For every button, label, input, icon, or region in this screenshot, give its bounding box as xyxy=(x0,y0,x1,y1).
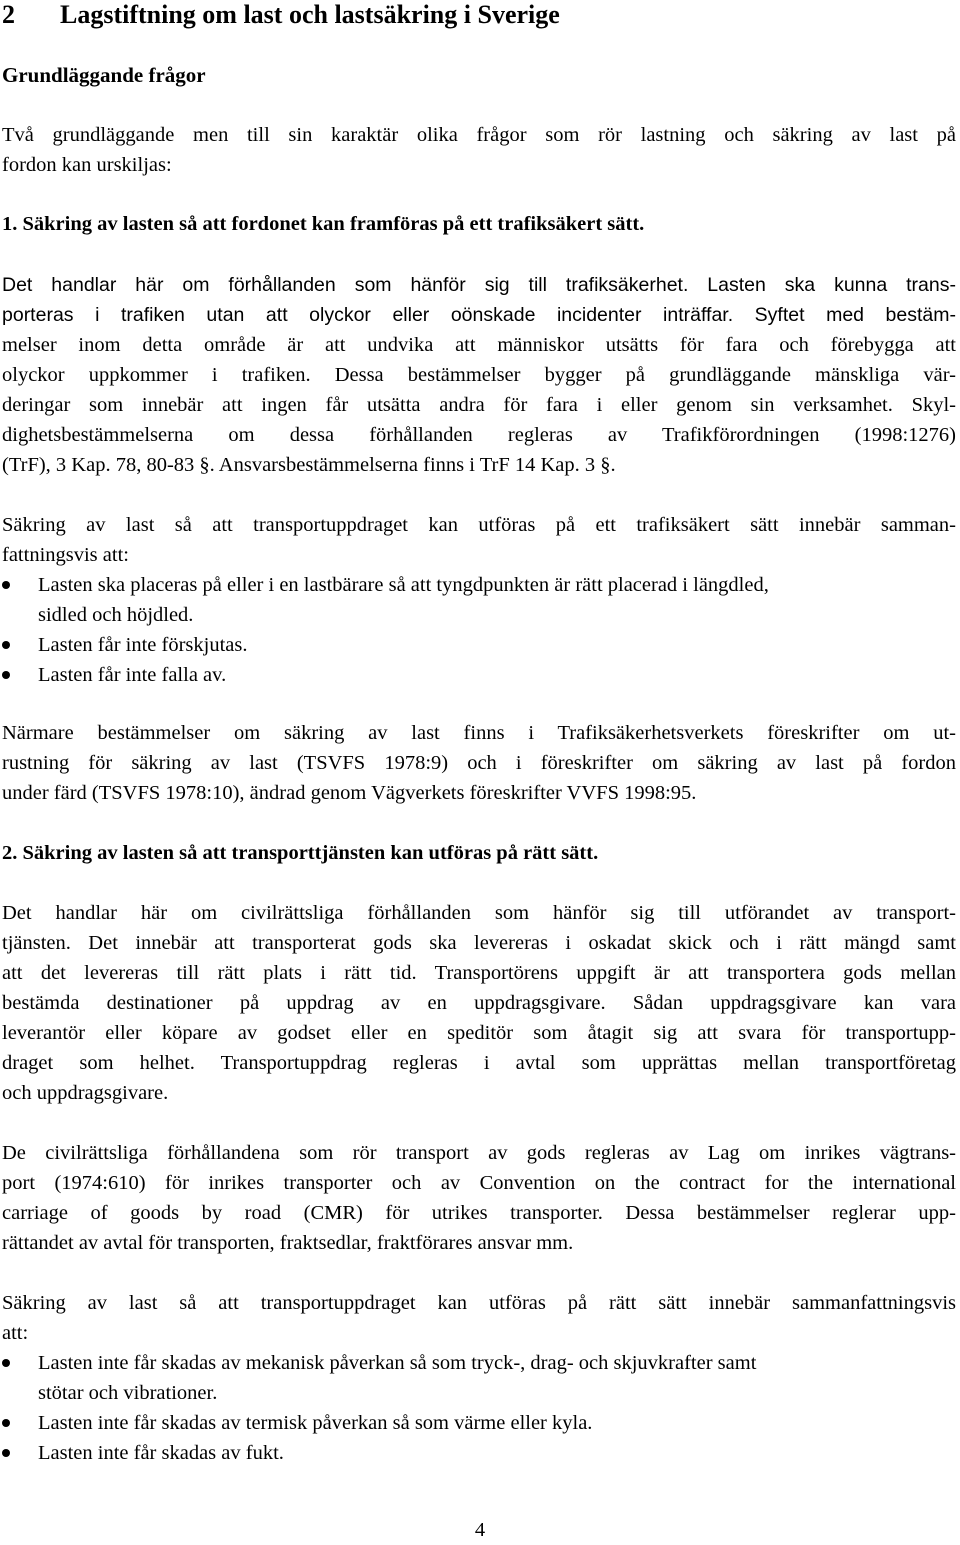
list-item-text: Lasten inte får skadas av termisk påverkan så som värme eller kyla. xyxy=(38,1412,593,1434)
section-2-bullet-list xyxy=(2,1348,956,1468)
bullet-icon xyxy=(2,581,10,589)
section-2-paragraph-1 xyxy=(2,898,956,1108)
list-item-text: Lasten ska placeras på eller i en lastbärare så att tyngdpunkten är rätt placerad i längdled, xyxy=(38,574,769,596)
list-item xyxy=(2,1438,956,1468)
bullet-icon xyxy=(2,641,10,649)
text-line: bestämda destinationer på uppdrag av en uppdragsgivare. Sådan uppdragsgivare kan vara xyxy=(2,992,956,1014)
section-2-title: 2. Säkring av lasten så att transporttjänsten kan utföras på rätt sätt. xyxy=(2,842,599,864)
text-line: carriage of goods by road (CMR) för utrikes transporter. Dessa bestämmelser reglerar upp- xyxy=(2,1202,956,1224)
section-1-title: 1. Säkring av lasten så att fordonet kan framföras på ett trafiksäkert sätt. xyxy=(2,213,645,235)
text-line: under färd (TSVFS 1978:10), ändrad genom Vägverkets föreskrifter VVFS 1998:95. xyxy=(2,782,697,804)
chapter-heading xyxy=(2,0,956,30)
text-line: att: xyxy=(2,1322,29,1344)
text-line: rustning för säkring av last (TSVFS 1978:9) och i föreskrifter om säkring av last på fordon xyxy=(2,752,956,774)
text-line: porteras i trafiken utan att olyckor eller oönskade incidenter inträffar. Syftet med bestäm- xyxy=(2,304,956,326)
section-1-regulations xyxy=(2,718,956,808)
text-line: melser inom detta område är att undvika att människor utsätts för fara och förebygga att xyxy=(2,334,956,356)
text-line: draget som helhet. Transportuppdrag regleras i avtal som upprättas mellan transportföretag xyxy=(2,1052,956,1074)
page-number: 4 xyxy=(474,1519,486,1541)
section-1-bullet-list xyxy=(2,570,956,690)
list-item xyxy=(2,570,956,630)
bullet-icon xyxy=(2,1449,10,1457)
list-item-text: Lasten inte får skadas av mekanisk påverkan så som tryck-, drag- och skjuvkrafter samt xyxy=(38,1352,757,1374)
text-line: fordon kan urskiljas: xyxy=(2,154,172,176)
chapter-title: Lagstiftning om last och lastsäkring i Sverige xyxy=(60,0,560,29)
list-item-text: stötar och vibrationer. xyxy=(38,1382,218,1404)
text-line: De civilrättsliga förhållandena som rör transport av gods regleras av Lag om inrikes vägtrans- xyxy=(2,1142,956,1164)
list-item xyxy=(2,630,956,660)
list-item xyxy=(2,1348,956,1408)
text-line: Säkring av last så att transportuppdraget kan utföras på ett trafiksäkert sätt innebär samman- xyxy=(2,514,956,536)
list-item-text: Lasten inte får skadas av fukt. xyxy=(38,1442,284,1464)
text-line: deringar som innebär att ingen får utsätta andra för fara i eller genom sin verksamhet. Skyl- xyxy=(2,394,956,416)
intro-paragraph xyxy=(2,120,956,180)
section-2-summary-intro xyxy=(2,1288,956,1348)
text-line: dighetsbestämmelserna om dessa förhållanden regleras av Trafikförordningen (1998:1276) xyxy=(2,424,956,446)
text-line: leverantör eller köpare av godset eller en speditör som åtagit sig att svara för transportupp- xyxy=(2,1022,956,1044)
section-1-paragraph xyxy=(2,270,956,330)
bullet-icon xyxy=(2,1419,10,1427)
text-line: olyckor uppkommer i trafiken. Dessa bestämmelser bygger på grundläggande mänskliga vär- xyxy=(2,364,956,386)
section-1-summary-intro xyxy=(2,510,956,570)
text-line: och uppdragsgivare. xyxy=(2,1082,169,1104)
list-item xyxy=(2,660,956,690)
text-line: Två grundläggande men till sin karaktär olika frågor som rör lastning och säkring av last på xyxy=(2,124,956,146)
text-line: att det levereras till rätt plats i rätt tid. Transportörens uppgift är att transportera gods mellan xyxy=(2,962,956,984)
text-line: (TrF), 3 Kap. 78, 80-83 §. Ansvarsbestämmelserna finns i TrF 14 Kap. 3 §. xyxy=(2,454,616,476)
bullet-icon xyxy=(2,671,10,679)
text-line: port (1974:610) för inrikes transporter och av Convention on the contract for the international xyxy=(2,1172,956,1194)
list-item-text: sidled och höjdled. xyxy=(38,604,194,626)
section-2-paragraph-2 xyxy=(2,1138,956,1258)
list-item xyxy=(2,1408,956,1438)
text-line: tjänsten. Det innebär att transporterat gods ska levereras i oskadat skick och i rätt mängd samt xyxy=(2,932,956,954)
text-line: Säkring av last så att transportuppdraget kan utföras på rätt sätt innebär sammanfattningsvis xyxy=(2,1292,956,1314)
text-line: Det handlar här om civilrättsliga förhållanden som hänför sig till utförandet av transport- xyxy=(2,902,956,924)
text-line: Närmare bestämmelser om säkring av last finns i Trafiksäkerhetsverkets föreskrifter om ut- xyxy=(2,722,956,744)
bullet-icon xyxy=(2,1359,10,1367)
list-item-text: Lasten får inte förskjutas. xyxy=(38,634,248,656)
text-line: fattningsvis att: xyxy=(2,544,129,566)
section-subheading: Grundläggande frågor xyxy=(2,63,206,87)
text-line: rättandet av avtal för transporten, fraktsedlar, fraktförares ansvar mm. xyxy=(2,1232,574,1254)
chapter-number: 2 xyxy=(2,0,15,29)
text-line: Det handlar här om förhållanden som hänför sig till trafiksäkerhet. Lasten ska kunna trans- xyxy=(2,274,956,296)
section-1-paragraph-cont xyxy=(2,330,956,480)
list-item-text: Lasten får inte falla av. xyxy=(38,664,227,686)
